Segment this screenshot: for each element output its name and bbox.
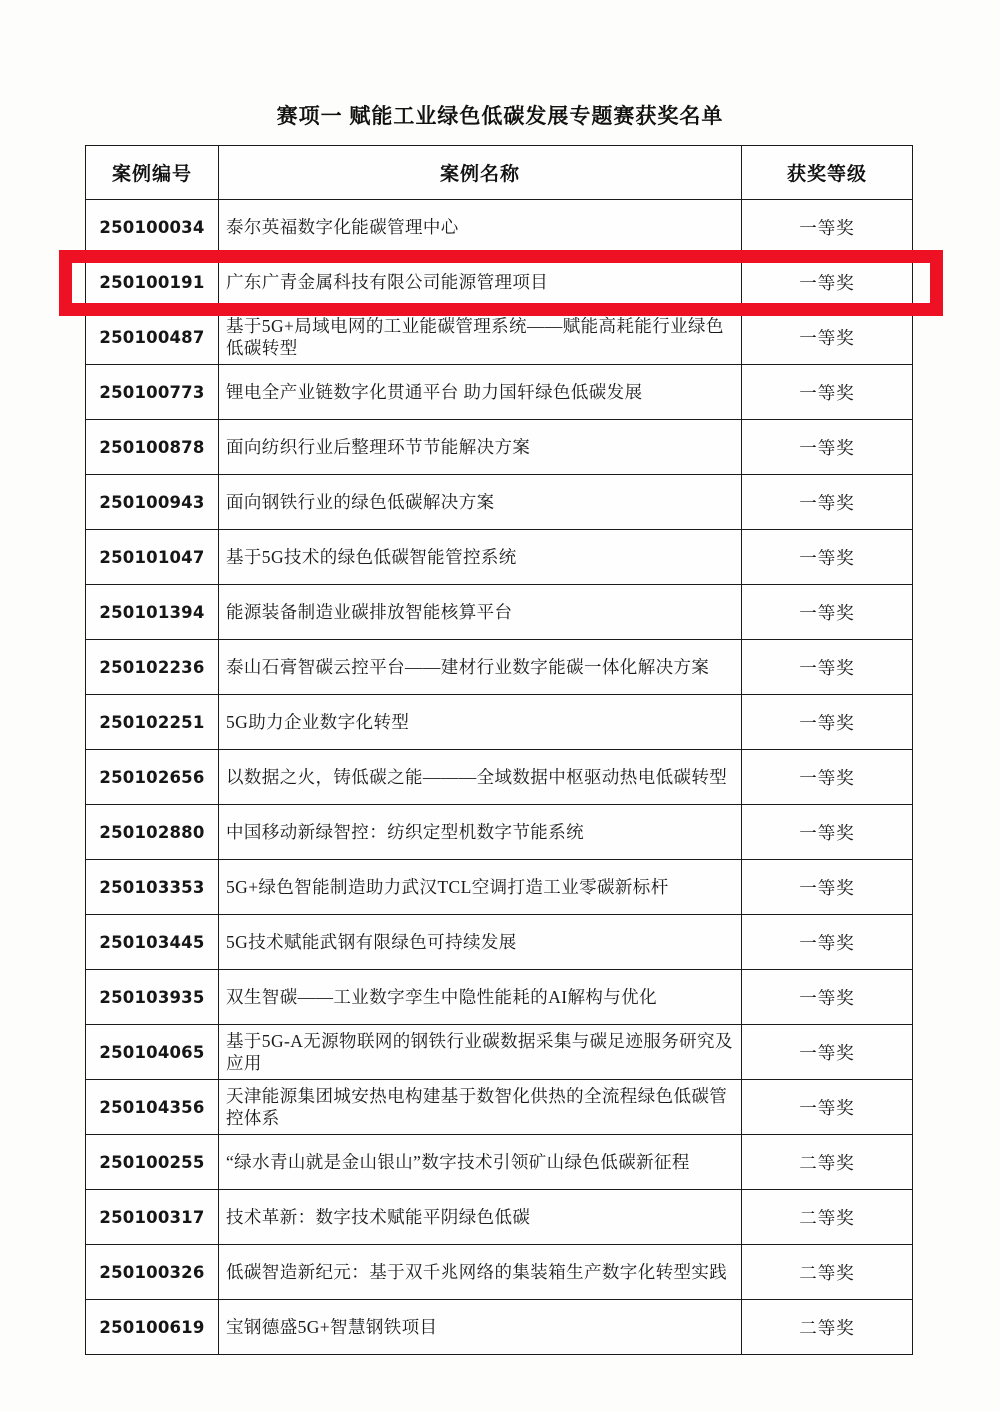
case-id-cell: 250102656	[86, 750, 219, 805]
table-row	[86, 1135, 913, 1190]
case-name-cell: 能源装备制造业碳排放智能核算平台	[219, 585, 742, 640]
table-row	[86, 1025, 913, 1080]
case-id-cell: 250100943	[86, 475, 219, 530]
award-level-cell: 一等奖	[742, 530, 913, 585]
award-level-cell: 二等奖	[742, 1300, 913, 1355]
award-level-cell: 一等奖	[742, 475, 913, 530]
table-body	[86, 200, 913, 1355]
case-id-cell: 250100619	[86, 1300, 219, 1355]
case-id-cell: 250102880	[86, 805, 219, 860]
case-id-cell: 250100255	[86, 1135, 219, 1190]
table-row	[86, 475, 913, 530]
table-row	[86, 1080, 913, 1135]
case-id-cell: 250100034	[86, 200, 219, 255]
award-level-cell: 一等奖	[742, 915, 913, 970]
column-header-case-id: 案例编号	[86, 146, 219, 200]
table-row	[86, 420, 913, 475]
table-row	[86, 750, 913, 805]
award-level-cell: 一等奖	[742, 695, 913, 750]
table-row	[86, 255, 913, 310]
case-id-cell: 250103445	[86, 915, 219, 970]
award-level-cell: 一等奖	[742, 1080, 913, 1135]
case-name-cell: 广东广青金属科技有限公司能源管理项目	[219, 255, 742, 310]
case-name-cell: 以数据之火，铸低碳之能———全域数据中枢驱动热电低碳转型	[219, 750, 742, 805]
table-row	[86, 640, 913, 695]
case-name-cell: 泰山石膏智碳云控平台——建材行业数字能碳一体化解决方案	[219, 640, 742, 695]
case-name-cell: 技术革新：数字技术赋能平阴绿色低碳	[219, 1190, 742, 1245]
case-name-cell: 低碳智造新纪元：基于双千兆网络的集装箱生产数字化转型实践	[219, 1245, 742, 1300]
award-level-cell: 一等奖	[742, 420, 913, 475]
case-id-cell: 250100878	[86, 420, 219, 475]
case-name-cell: 面向钢铁行业的绿色低碳解决方案	[219, 475, 742, 530]
case-name-cell: 天津能源集团城安热电构建基于数智化供热的全流程绿色低碳管控体系	[219, 1080, 742, 1135]
case-name-cell: 5G技术赋能武钢有限绿色可持续发展	[219, 915, 742, 970]
table-row	[86, 805, 913, 860]
case-name-cell: 锂电全产业链数字化贯通平台 助力国轩绿色低碳发展	[219, 365, 742, 420]
header-row	[86, 146, 913, 200]
table-row	[86, 915, 913, 970]
award-level-cell: 一等奖	[742, 310, 913, 365]
case-id-cell: 250101047	[86, 530, 219, 585]
case-name-cell: 双生智碳——工业数字孪生中隐性能耗的AI解构与优化	[219, 970, 742, 1025]
table-row	[86, 310, 913, 365]
table-row	[86, 860, 913, 915]
case-id-cell: 250101394	[86, 585, 219, 640]
award-level-cell: 一等奖	[742, 970, 913, 1025]
award-level-cell: 一等奖	[742, 200, 913, 255]
award-level-cell: 一等奖	[742, 1025, 913, 1080]
case-id-cell: 250100326	[86, 1245, 219, 1300]
case-name-cell: “绿水青山就是金山银山”数字技术引领矿山绿色低碳新征程	[219, 1135, 742, 1190]
table-row	[86, 1300, 913, 1355]
case-name-cell: 中国移动新绿智控：纺织定型机数字节能系统	[219, 805, 742, 860]
case-name-cell: 基于5G-A无源物联网的钢铁行业碳数据采集与碳足迹服务研究及应用	[219, 1025, 742, 1080]
case-id-cell: 250102251	[86, 695, 219, 750]
case-id-cell: 250104356	[86, 1080, 219, 1135]
column-header-award-level: 获奖等级	[742, 146, 913, 200]
case-id-cell: 250100191	[86, 255, 219, 310]
table-row	[86, 530, 913, 585]
award-level-cell: 一等奖	[742, 750, 913, 805]
table-row	[86, 1245, 913, 1300]
table-row	[86, 1190, 913, 1245]
case-name-cell: 基于5G+局域电网的工业能碳管理系统——赋能高耗能行业绿色低碳转型	[219, 310, 742, 365]
case-id-cell: 250104065	[86, 1025, 219, 1080]
table-row	[86, 970, 913, 1025]
column-header-case-name: 案例名称	[219, 146, 742, 200]
case-name-cell: 宝钢德盛5G+智慧钢铁项目	[219, 1300, 742, 1355]
award-level-cell: 一等奖	[742, 585, 913, 640]
award-level-cell: 二等奖	[742, 1190, 913, 1245]
table-row	[86, 365, 913, 420]
award-level-cell: 二等奖	[742, 1245, 913, 1300]
case-id-cell: 250103935	[86, 970, 219, 1025]
case-id-cell: 250100487	[86, 310, 219, 365]
award-level-cell: 一等奖	[742, 805, 913, 860]
case-name-cell: 基于5G技术的绿色低碳智能管控系统	[219, 530, 742, 585]
page-title: 赛项一 赋能工业绿色低碳发展专题赛获奖名单	[276, 105, 724, 128]
table-row	[86, 695, 913, 750]
award-level-cell: 一等奖	[742, 860, 913, 915]
awards-table	[85, 145, 913, 1355]
case-name-cell: 泰尔英福数字化能碳管理中心	[219, 200, 742, 255]
case-id-cell: 250103353	[86, 860, 219, 915]
case-name-cell: 面向纺织行业后整理环节节能解决方案	[219, 420, 742, 475]
award-level-cell: 一等奖	[742, 365, 913, 420]
case-name-cell: 5G助力企业数字化转型	[219, 695, 742, 750]
award-level-cell: 一等奖	[742, 640, 913, 695]
case-id-cell: 250100773	[86, 365, 219, 420]
case-id-cell: 250100317	[86, 1190, 219, 1245]
table-row	[86, 200, 913, 255]
award-level-cell: 一等奖	[742, 255, 913, 310]
case-id-cell: 250102236	[86, 640, 219, 695]
table-row	[86, 585, 913, 640]
case-name-cell: 5G+绿色智能制造助力武汉TCL空调打造工业零碳新标杆	[219, 860, 742, 915]
award-level-cell: 二等奖	[742, 1135, 913, 1190]
